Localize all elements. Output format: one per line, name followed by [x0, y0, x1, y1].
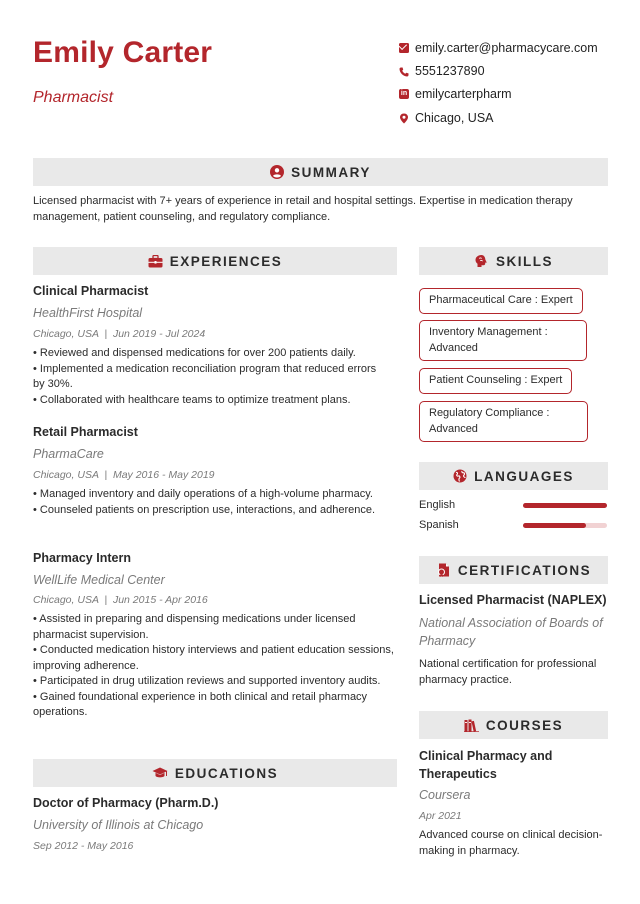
experience-bullet: • Counseled patients on prescription use, interactions, and adherence.: [33, 503, 376, 516]
experience-org: PharmaCare: [33, 447, 104, 461]
experience-bullet: • Participated in drug utilization reviews and supported inventory audits.: [33, 675, 381, 687]
summary-heading: SUMMARY: [33, 158, 608, 186]
experience-bullets: [33, 612, 395, 721]
contact-phone[interactable]: [399, 59, 629, 82]
contact-email-text: emily.carter@pharmacycare.com: [415, 40, 598, 55]
educations-heading: EDUCATIONS: [33, 759, 397, 787]
contact-phone-text: 5551237890: [415, 63, 485, 78]
user-icon: [270, 165, 284, 179]
course-provider: Coursera: [419, 788, 471, 802]
contact-email[interactable]: [399, 36, 629, 59]
phone-icon: [399, 66, 409, 76]
experience-bullet: • Gained foundational experience in both clinical and retail pharmacy operations.: [33, 690, 368, 718]
language-row: [419, 519, 609, 531]
language-name: Spanish: [419, 519, 459, 531]
experience-title: Pharmacy Intern: [33, 551, 131, 565]
certificate-icon: [436, 563, 451, 577]
experience-meta: Chicago, USA | May 2016 - May 2019: [33, 469, 215, 481]
contact-location: [399, 106, 629, 129]
language-name: English: [419, 499, 456, 511]
certifications-heading: CERTIFICATIONS: [419, 556, 608, 584]
brain-icon: [474, 254, 489, 268]
linkedin-icon: in: [400, 90, 408, 98]
skill-tag: Patient Counseling : Expert: [419, 368, 572, 394]
skill-tag: Pharmaceutical Care : Expert: [419, 288, 583, 314]
experience-bullet: • Conducted medication history interviews and patient education sessions, improving adherence.: [33, 644, 394, 672]
contact-linkedin[interactable]: [399, 83, 629, 106]
experience-org: HealthFirst Hospital: [33, 306, 143, 320]
certification-description: National certification for professional pharmacy practice.: [419, 658, 597, 686]
globe-icon: [453, 469, 467, 483]
mail-icon: [399, 43, 409, 53]
experience-title: Retail Pharmacist: [33, 425, 138, 439]
experience-meta: Chicago, USA | Jun 2015 - Apr 2016: [33, 594, 208, 606]
certification-title: Licensed Pharmacist (NAPLEX): [419, 593, 607, 607]
course-date: Apr 2021: [419, 810, 462, 822]
contact-location-text: Chicago, USA: [415, 110, 494, 125]
experience-bullets: [33, 487, 403, 518]
graduation-cap-icon: [152, 767, 168, 779]
experience-bullet: • Reviewed and dispensed medications for over 200 patients daily.: [33, 347, 356, 359]
education-degree: Doctor of Pharmacy (Pharm.D.): [33, 796, 219, 810]
language-level-bar: [523, 503, 607, 508]
briefcase-icon: [148, 255, 163, 268]
candidate-name: Emily Carter: [33, 36, 213, 69]
contact-linkedin-text: emilycarterpharm: [415, 87, 512, 102]
language-level-bar: [523, 523, 607, 528]
experience-bullets: [33, 346, 381, 408]
course-description: Advanced course on clinical decision-making in pharmacy.: [419, 829, 603, 857]
experience-org: WellLife Medical Center: [33, 573, 165, 587]
course-title: Clinical Pharmacy and Therapeutics: [419, 749, 553, 781]
location-icon: [399, 113, 409, 123]
contact-list: [399, 36, 629, 129]
courses-heading: COURSES: [419, 711, 608, 739]
experience-meta: Chicago, USA | Jun 2019 - Jul 2024: [33, 328, 206, 340]
candidate-title: Pharmacist: [33, 89, 114, 106]
experience-bullet: • Implemented a medication reconciliation program that reduced errors by 30%.: [33, 362, 377, 390]
language-level-fill: [523, 523, 586, 528]
education-school: University of Illinois at Chicago: [33, 818, 204, 832]
experiences-heading: EXPERIENCES: [33, 247, 397, 275]
language-row: [419, 499, 609, 511]
skill-tag: Regulatory Compliance : Advanced: [419, 401, 588, 442]
experience-bullet: • Managed inventory and daily operations of a high-volume pharmacy.: [33, 488, 373, 500]
experience-bullet: • Collaborated with healthcare teams to optimize treatment plans.: [33, 393, 351, 406]
summary-text: Licensed pharmacist with 7+ years of experience in retail and hospital settings. Expertise in medication therapy management, patient counseling, and regulatory compliance.: [33, 195, 573, 223]
education-dates: Sep 2012 - May 2016: [33, 840, 134, 852]
skill-tag: Inventory Management : Advanced: [419, 320, 587, 361]
books-icon: [464, 719, 479, 732]
experience-title: Clinical Pharmacist: [33, 284, 149, 298]
certification-issuer: National Association of Boards of Pharmacy: [419, 616, 603, 648]
experience-bullet: • Assisted in preparing and dispensing medications under licensed pharmacist supervision.: [33, 613, 356, 641]
skills-heading: SKILLS: [419, 247, 608, 275]
language-level-fill: [523, 503, 607, 508]
languages-heading: LANGUAGES: [419, 462, 608, 490]
